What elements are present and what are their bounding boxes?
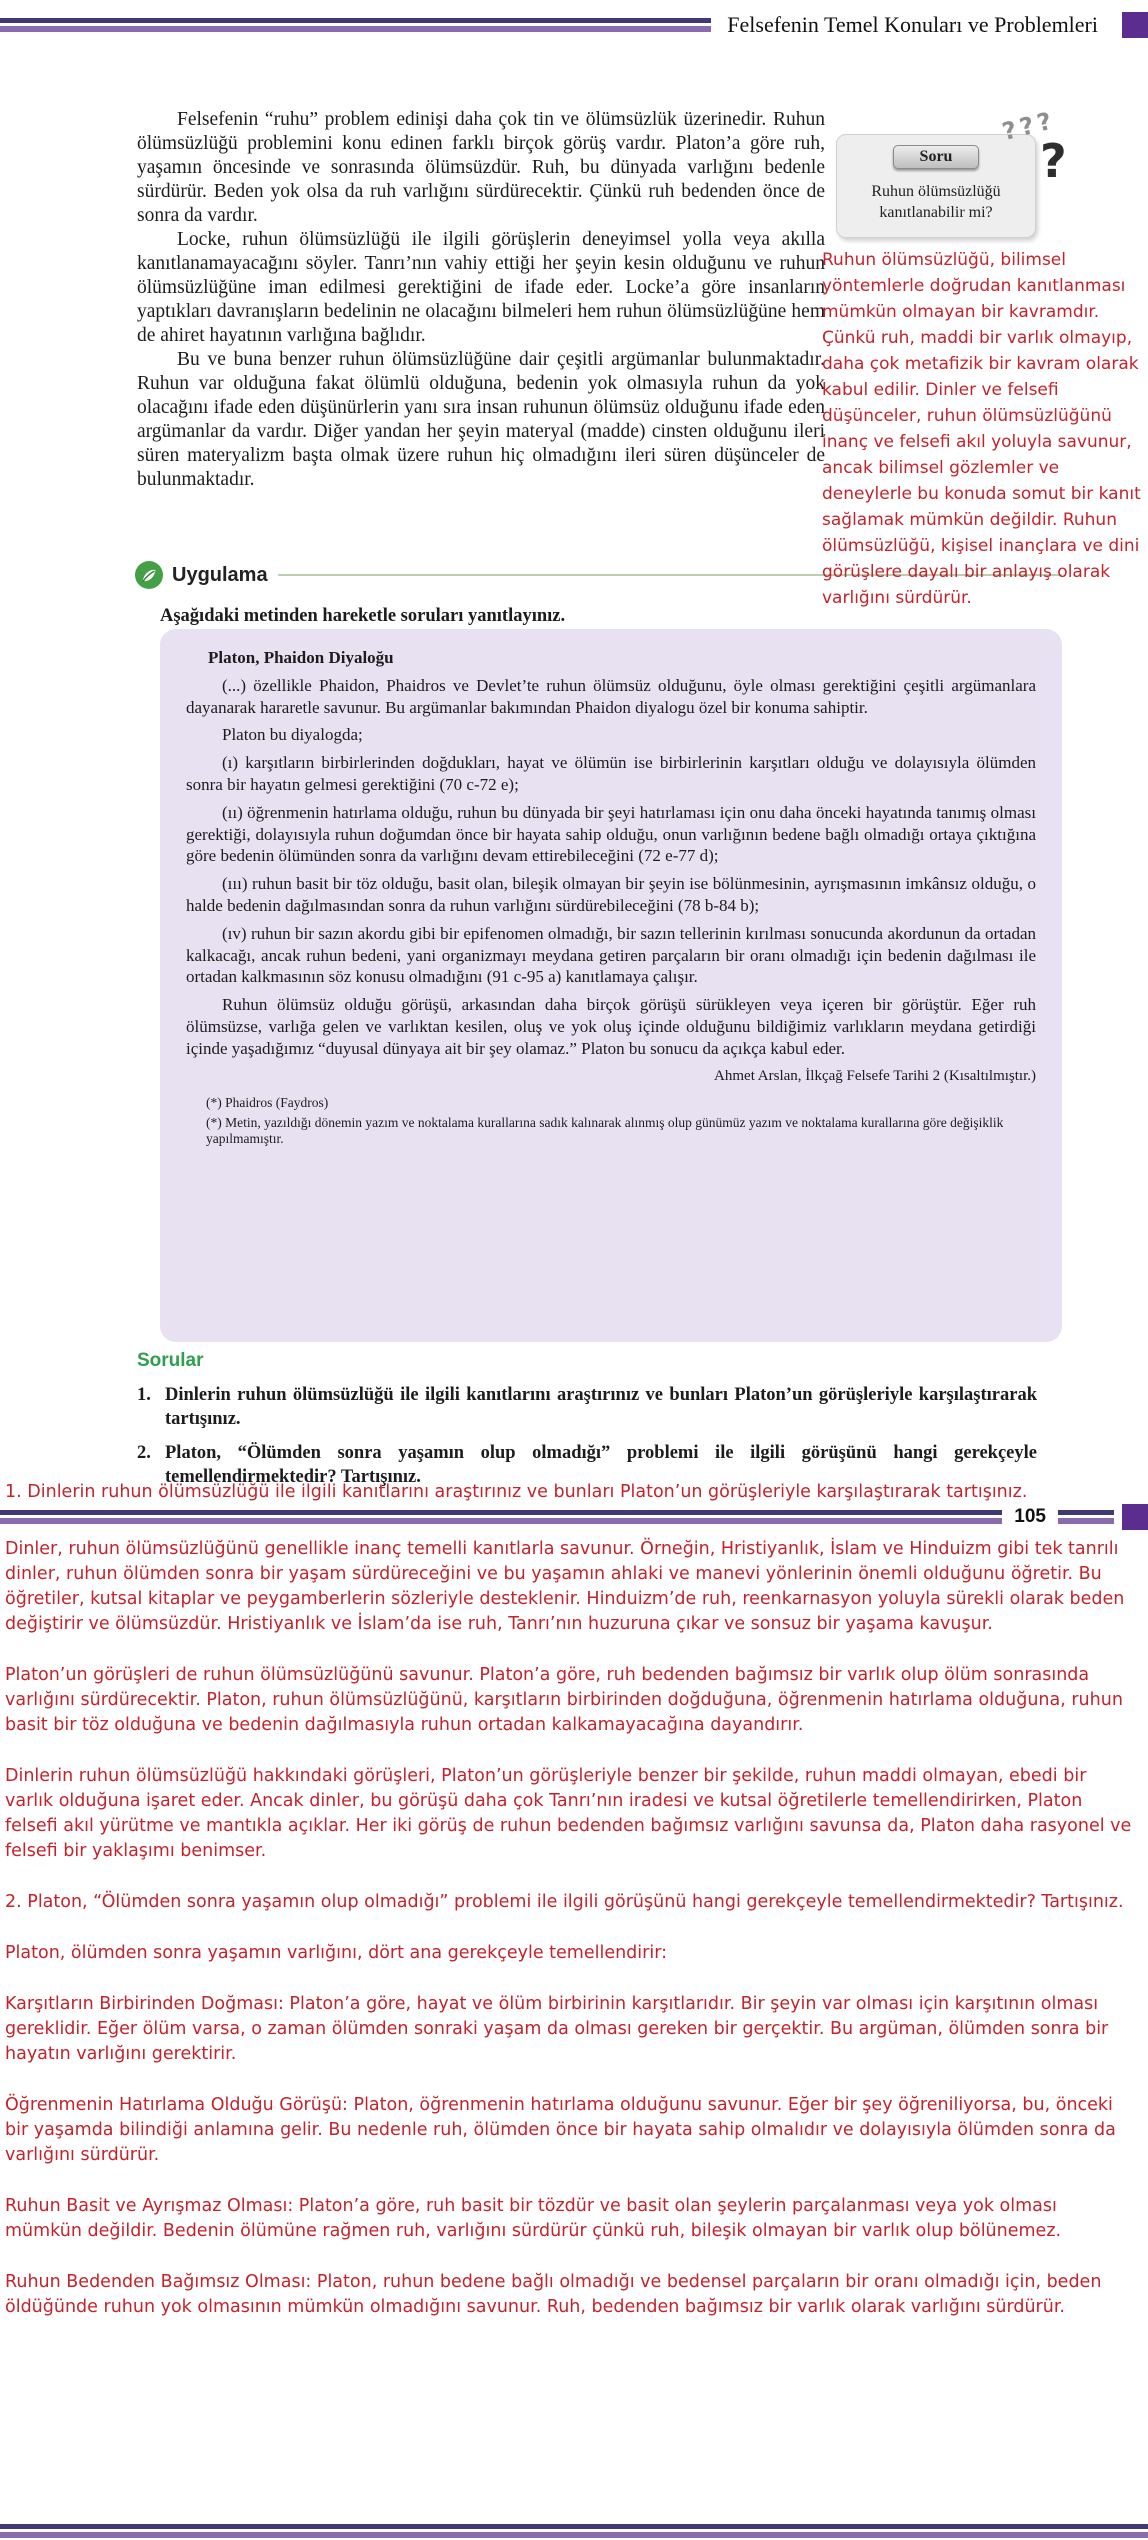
reading-paragraph: Platon bu diyalogda; [222, 725, 363, 745]
answer-paragraph: Dinlerin ruhun ölümsüzlüğü hakkındaki görüşleri, Platon’un görüşleriyle benzer bir şekilde, ruhun maddi olmayan, ebedi bir varlık olduğuna işaret eder. Ancak dinler, bu görüşü daha çok Tanrı’nın iradesi ve kutsal öğretilerle temellendirirken, Platon felsefi akıl yürütme ve mantıkla açıklar. Her iki görüş de ruhun bedenden bağımsız varlığını savunsa da, Platon daha rasyonel ve felsefi bir yaklaşımı benimser. [5, 1766, 1132, 1861]
question-number: 2. [137, 1443, 151, 1463]
annotation-q1-heading: 1. Dinlerin ruhun ölümsüzlüğü ile ilgili kanıtlarını araştırınız ve bunları Platon’un görüşleriyle karşılaştırarak tartışınız. [5, 1482, 1028, 1502]
reading-footnote: (*) Phaidros (Faydros) [206, 1095, 329, 1111]
reading-paragraph: (...) özellikle Phaidon, Phaidros ve Devlet’te ruhun ölümsüz olduğunu, öyle olması gerektiğini çeşitli argümanlara dayanarak hararetle savunur. Bu argümanlar bakımından Phaidon diyalogu özel bir konuma sahiptir. [186, 675, 1036, 717]
footer-square [1122, 1504, 1148, 1530]
body-paragraph: Bu ve buna benzer ruhun ölümsüzlüğüne dair çeşitli argümanlar bulunmaktadır. Ruhun var olduğuna fakat ölümlü olduğuna, bedenin yok olmasıyla ruhun da yok olacağını ifade eden düşünürlerin yanı sıra insan ruhunun ölümsüz olduğunu ifade eden argümanlar da vardır. Diğer yandan her şeyin materyal (madde) cinsten olduğunu ileri süren materyalizm başta olmak üzere ruhun hiç olmadığını ileri süren düşünceler de bulunmaktadır. [137, 349, 825, 490]
answer-paragraph: Karşıtların Birbirinden Doğması: Platon’a göre, hayat ve ölüm birbirinin karşıtlarıdır. Bir şeyin var olması için karşıtının olması gereklidir. Eğer ölüm varsa, o zaman ölümden sonraki yaşam da olması gereken bir gerçektir. Bu argüman, ölümden sonra bir hayatın varlığını gerektirir. [5, 1994, 1109, 2064]
body-paragraph: Locke, ruhun ölümsüzlüğü ile ilgili görüşlerin deneyimsel yolla veya akılla kanıtlanamayacağını söyler. Tanrı’nın vahiy ettiği her şeyin kesin olduğunu ve ruhun ölümsüzlüğüne iman edilmesi gerektiğini de ifade eder. Locke’a göre insanların yaptıkları davranışların bedelinin ne olacağını bilmeleri hem ruhun ölümsüzlüğüne hem de ahiret hayatının varlığına bağlıdır. [137, 229, 825, 346]
reading-paragraph: (ııı) ruhun basit bir töz olduğu, basit olan, bileşik olmayan bir şeyin ise bölünmesinin, ayrışmasının imkânsız olduğu, o halde bedenin dağılmasından sonra da ruhun varlığını sürdürebileceğini (78 b-84 b); [186, 874, 1036, 915]
annotation-q2-heading: 2. Platon, “Ölümden sonra yaşamın olup olmadığı” problemi ile ilgili görüşünü hangi gerekçeyle temellendirmektedir? Tartışınız. [5, 1892, 1124, 1912]
answer-paragraph: Platon’un görüşleri de ruhun ölümsüzlüğünü savunur. Platon’a göre, ruh bedenden bağımsız bir varlık olup ölüm sonrasında varlığını sürdürecektir. Platon, ruhun ölümsüzlüğünü, karşıtların birbirinden doğduğuna, öğrenmenin hatırlama olduğuna, ruhun basit bir töz olduğuna ve bedenin dağılmasıyla ruhun ortadan kalkamayacağına dayandırır. [5, 1665, 1123, 1735]
question-number: 1. [137, 1385, 151, 1405]
question-item [137, 1384, 1037, 1431]
sorular-section [137, 1350, 1037, 1500]
reading-attribution: Ahmet Arslan, İlkçağ Felsefe Tarihi 2 (Kısaltılmıştır.) [714, 1067, 1036, 1084]
reading-paragraph: (ıı) öğrenmenin hatırlama olduğu, ruhun bu dünyada bir şeyi hatırlaması için onu daha önceki hayatında tanımış olması gerektiği, dolayısıyla ruhun doğumdan önce bir hayata sahip olduğu, onun varlığının bedene bağlı olmadığı ortaya çıktığına göre bedenin ölümünden sonra da varlığını devam ettirebileceğini (72 e-77 d); [186, 802, 1036, 866]
footer-stripes [0, 1510, 1002, 1524]
big-question-mark-icon: ? [1040, 134, 1067, 188]
page-title: Felsefenin Temel Konuları ve Problemleri [727, 12, 1098, 37]
reading-footnote: (*) Metin, yazıldığı dönemin yazım ve noktalama kurallarına sadık kalınarak alınmış olup günümüz yazım ve noktalama kurallarına göre değişiklik yapılmamıştır. [206, 1114, 1004, 1147]
header-bar [0, 12, 1148, 38]
answer-paragraph: Ruhun Basit ve Ayrışmaz Olması: Platon’a göre, ruh basit bir tözdür ve basit olan şeylerin parçalanması veya yok olması mümkün değildir. Bedenin ölümüne rağmen ruh, varlığını sürdürür çünkü ruh, bileşik olmayan bir varlık olup bölünemez. [5, 2196, 1062, 2241]
reading-paragraph: (ı) karşıtların birbirlerinden doğdukları, hayat ve ölümün ise birbirlerinin karşıtları olduğu ve dolayısıyla ölümden sonra bir hayatın gelmesi gerektiğini (70 c-72 e); [186, 753, 1036, 794]
sorular-title: Sorular [137, 1350, 204, 1371]
answer-paragraph: Öğrenmenin Hatırlama Olduğu Görüşü: Platon, öğrenmenin hatırlama olduğunu savunur. Eğer bir şey öğreniliyorsa, bu, önceki bir yaşamda bilindiği anlamına gelir. Bu nedenle ruh, ölümden önce bir hayata sahip olmalıdır ve dolayısıyla ölümden sonra da varlığını sürdürür. [5, 2095, 1116, 2165]
question-text: Dinlerin ruhun ölümsüzlüğü ile ilgili kanıtlarını araştırınız ve bunları Platon’un görüşleriyle karşılaştırarak tartışınız. [165, 1385, 1037, 1429]
uygulama-leaf-icon [134, 560, 164, 590]
soru-question: Ruhun ölümsüzlüğü kanıtlanabilir mi? [871, 183, 1001, 221]
reading-paragraph: (ıv) ruhun bir sazın akordu gibi bir epifenomen olmadığı, bir sazın tellerinin kırılması sonucunda akordunun da ortadan kalkacağı, ancak ruhun bedeni, yani organizmayı meydana getiren parçaların bir oranı olmadığı için bedenin dağılması ile ortadan kalkmasının söz konusu olmadığını (91 c-95 a) kanıtlamaya çalışır. [186, 923, 1036, 987]
body-paragraph: Felsefenin “ruhu” problem edinişi daha çok tin ve ölümsüzlük üzerinedir. Ruhun ölümsüzlüğü problemini konu edinen farklı birçok görüş vardır. Platon’a göre ruh, yaşamın öncesinde ve sonrasında ölümsüzdür. Ruh, bu dünyada varlığını bedenle sürdürür. Beden yok olsa da ruh varlığını sürdürecektir. Çünkü ruh bedenden önce de sonra da vardır. [137, 109, 825, 226]
footer-stripes-short [1058, 1510, 1114, 1524]
question-text: Platon, “Ölümden sonra yaşamın olup olmadığı” problemi ile ilgili görüşünü hangi gerekçeyle temellendirmektedir? Tartışınız. [165, 1443, 1037, 1487]
bottom-stripes [0, 2524, 1148, 2538]
header-stripes [0, 18, 711, 32]
footer-bar [0, 1504, 1148, 1530]
page-number: 105 [1014, 1506, 1046, 1527]
soru-label: Soru [893, 145, 980, 169]
header-square [1122, 12, 1148, 38]
reading-paragraph: Ruhun ölümsüz olduğu görüşü, arkasından daha birçok görüşü sürükleyen veya içeren bir görüştür. Eğer ruh ölümsüzse, varlığa gelen ve varlıktan kesilen, oluş ve yok oluş içinde olduğunu bildiğimiz varlıkların meydana getirdiği içinde yaşadığımız “duyusal dünyaya ait bir şey olamaz.” Platon bu sonucu da açıkça kabul eder. [186, 995, 1036, 1058]
annotation-q2-intro: Platon, ölümden sonra yaşamın varlığını, dört ana gerekçeyle temellendirir: [5, 1943, 667, 1963]
reading-box [160, 629, 1062, 1342]
bottom-bar [0, 2524, 1148, 2538]
question-doodle-icon: ??? [999, 105, 1059, 147]
margin-annotation: Ruhun ölümsüzlüğü, bilimsel yöntemlerle doğrudan kanıtlanması mümkün olmayan bir kavramdır. Çünkü ruh, maddi bir varlık olmayıp, daha çok metafizik bir kavram olarak kabul edilir. Dinler ve felsefi düşünceler, ruhun ölümsüzlüğünü inanç ve felsefi akıl yoluyla savunur, ancak bilimsel gözlemler ve deneylerle bu konuda somut bir kanıt sağlamak mümkün değildir. Ruhun ölümsüzlüğü, kişisel inançlara ve dini görüşlere dayalı bir anlayış olarak varlığını sürdürür. [822, 250, 1141, 608]
uygulama-instruction: Aşağıdaki metinden hareketle soruları yanıtlayınız. [160, 606, 566, 626]
body-text-column [137, 108, 825, 492]
reading-title: Platon, Phaidon Diyaloğu [208, 648, 394, 667]
uygulama-title: Uygulama [172, 563, 268, 586]
answer-paragraph: Ruhun Bedenden Bağımsız Olması: Platon, ruhun bedene bağlı olmadığı ve bedensel parçaların bir oranı olmadığı için, beden öldüğünde ruhun yok olmasının mümkün olmadığını savunur. Ruh, bedenden bağımsız bir varlık olarak varlığını sürdürür. [5, 2272, 1102, 2317]
soru-box [836, 134, 1036, 238]
answers-annotation [5, 1537, 1133, 2346]
answer-paragraph: Dinler, ruhun ölümsüzlüğünü genellikle inanç temelli kanıtlarla savunur. Örneğin, Hristiyanlık, İslam ve Hinduizm gibi tek tanrılı dinler, ruhun ölümden sonra bir yaşam sürdüreceğini ve bu yaşamın ahlaki ve manevi yönlerinin önemli olduğunu öğretir. Bu öğretiler, kutsal kitaplar ve peygamberlerin sözleriyle desteklenir. Hinduizm’de ruh, reenkarnasyon yoluyla sürekli olarak beden değiştirir ve ölümsüzdür. Hristiyanlık ve İslam’da ise ruh, Tanrı’nın huzuruna çıkar ve sonsuz bir yaşama kavuşur. [5, 1539, 1125, 1634]
